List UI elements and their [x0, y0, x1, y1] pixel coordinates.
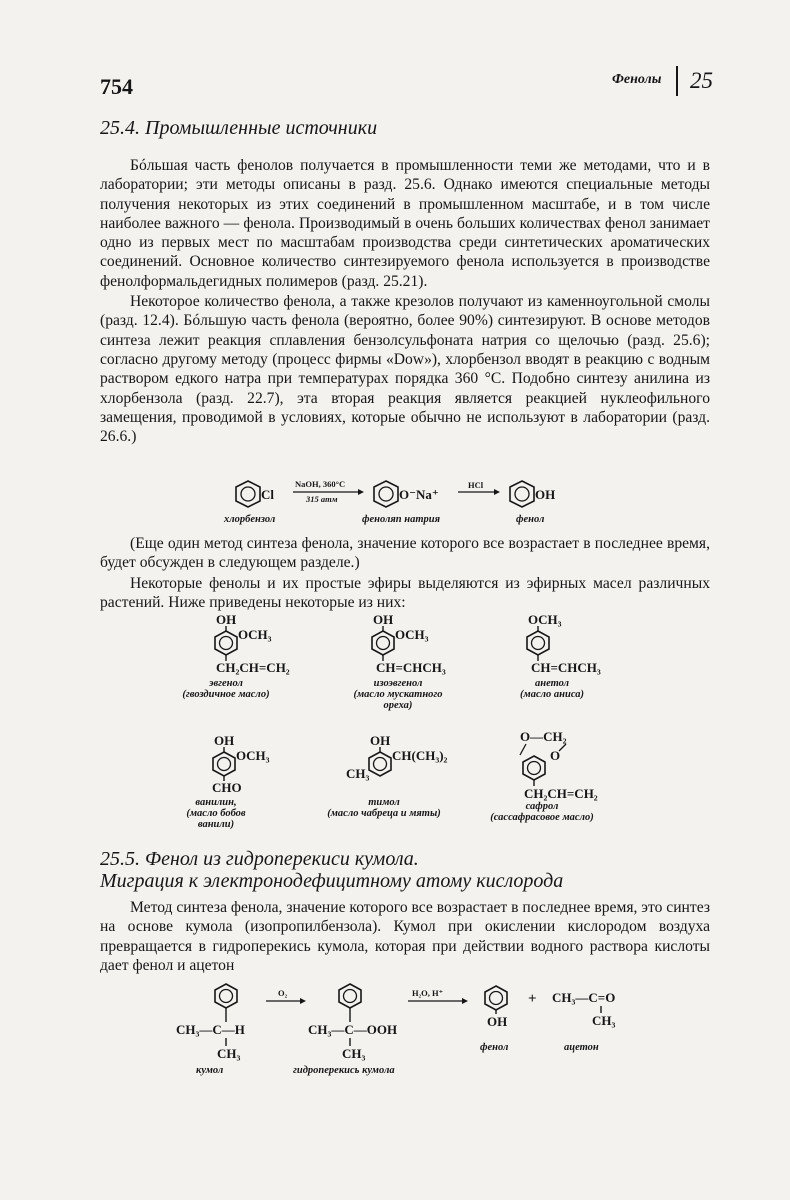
benzene-ring-phenoxide [374, 481, 398, 507]
benzene-ring-phenol [510, 481, 534, 507]
group-och3: OCH₃ [236, 748, 270, 763]
benzene-ring [215, 631, 237, 655]
arrow-head [462, 998, 468, 1004]
header-divider [676, 66, 678, 96]
compound-source: (масло мускатного [353, 689, 443, 700]
group-acetone: CH₃—C=O [552, 990, 616, 1005]
structure-phenol [480, 986, 509, 1053]
group-oh: OH [373, 612, 394, 627]
arrow-head [358, 489, 364, 495]
substituent-o-na: O⁻Na⁺ [399, 487, 439, 502]
compound-label: ацетон [564, 1042, 599, 1053]
text-block-2 [100, 534, 710, 612]
reaction-condition: HCl [468, 480, 484, 490]
structure-cumene [176, 984, 245, 1076]
reaction-scheme-chlorobenzene [220, 472, 580, 528]
compound-source: ванили) [197, 819, 235, 830]
benzene-ring [213, 752, 235, 776]
benzene-ring [339, 984, 361, 1008]
compound-source: (масло аниса) [520, 689, 584, 700]
reaction-condition: 315 атм [306, 494, 338, 504]
compound-label: фенол [480, 1042, 509, 1053]
group-ch3: CH₃ [217, 1046, 241, 1061]
paragraph: (Еще один метод синтеза фенола, значение которого все возрастает в последнее время, будет обсужден в следующем разделе.) [100, 535, 710, 572]
group-oh: OH [370, 733, 391, 748]
reaction-condition: NaOH, 360°C [295, 479, 346, 489]
section-title-25-5 [100, 848, 563, 892]
benzene-ring-chlorobenzene [236, 481, 260, 507]
group-chain: CH₃—C—OOH [308, 1022, 398, 1037]
group-och3: OCH₃ [528, 612, 562, 627]
group-side-chain: CH₂CH=CH₂ [216, 660, 290, 675]
structure-eugenol [182, 612, 289, 700]
plus-sign: + [528, 991, 537, 1007]
compound-name: эвгенол [209, 678, 243, 689]
group-ch3: CH₃ [346, 766, 370, 781]
chapter-number: 25 [690, 68, 713, 93]
compound-label: феноляп натрия [362, 514, 441, 525]
structure-anethole [520, 612, 601, 700]
benzene-ring [369, 752, 391, 776]
group-ch3: CH₃ [342, 1046, 366, 1061]
compound-source: (сассафрасовое масло) [490, 812, 594, 823]
essential-oil-structures [170, 608, 630, 838]
group-side-chain: CH=CHCH₃ [376, 660, 446, 675]
arrow-head [300, 998, 306, 1004]
benzene-ring [215, 984, 237, 1008]
substituent-cl: Cl [261, 487, 274, 502]
compound-name: анетол [534, 678, 570, 689]
reaction-scheme-cumene [160, 980, 660, 1080]
group-oh: OH [214, 733, 235, 748]
benzene-ring [527, 631, 549, 655]
paragraph: Некоторые фенолы и их простые эфиры выделяются из эфирных масел различных растений. Ниже приведены некоторые из них: [100, 574, 710, 611]
group-ch3: CH₃ [592, 1013, 616, 1028]
compound-source: (гвоздичное масло) [182, 689, 270, 700]
group-oh: OH [487, 1014, 508, 1029]
compound-label: хлорбензол [224, 514, 276, 525]
compound-name: изоэвгенол [373, 678, 423, 689]
group-oh: OH [216, 612, 237, 627]
reaction-condition: H₂O, H⁺ [412, 988, 444, 998]
benzene-ring [372, 631, 394, 655]
section-title-25-4: 25.4. Промышленные источники [100, 117, 378, 139]
group-side-chain: CH₂CH=CH₂ [524, 786, 598, 801]
paragraph: Метод синтеза фенола, значение которого все возрастает в последнее время, это синтез на основе кумола (изопропилбензола). Кумол при окислении кислородом воздуха превращается в гидроперекись кумола, которая при действии водного раствора кислоты дает фенол и ацетон [100, 899, 710, 974]
compound-label: кумол [196, 1065, 224, 1076]
text-block-3 [100, 898, 710, 975]
group-isopropyl: CH(CH₃)₂ [392, 748, 448, 763]
structure-vanillin [186, 733, 269, 830]
group-methylenedioxy: O—CH₂ [520, 729, 567, 744]
group-och3: OCH₃ [395, 627, 429, 642]
compound-label: гидроперекись кумола [293, 1065, 395, 1076]
group-cho: CHO [212, 780, 242, 795]
compound-name: ванилин, [195, 797, 237, 808]
compound-source: ореха) [383, 700, 413, 711]
compound-label: фенол [516, 514, 545, 525]
running-title: Фенолы [612, 72, 662, 87]
reaction-condition: O₂ [278, 988, 288, 998]
benzene-ring [485, 986, 507, 1010]
section-title-line: 25.5. Фенол из гидроперекиси кумола. [100, 848, 419, 870]
group-o: O [550, 748, 561, 763]
compound-source: (масло бобов [186, 808, 246, 819]
benzene-ring [523, 756, 545, 780]
compound-name: тимол [368, 797, 400, 808]
structure-safrole [490, 729, 598, 823]
page-number: 754 [100, 74, 133, 99]
arrow-head [494, 489, 500, 495]
compound-name: сафрол [525, 801, 559, 812]
section-title-line: Миграция к электронодефицитному атому кислорода [100, 870, 564, 892]
group-side-chain: CH=CHCH₃ [531, 660, 601, 675]
structure-cumene-hydroperoxide [293, 984, 397, 1076]
compound-source: (масло чабреца и мяты) [327, 808, 441, 819]
text-block-1 [100, 156, 710, 446]
structure-acetone [552, 990, 616, 1053]
structure-thymol [327, 733, 447, 819]
substituent-oh: OH [535, 487, 556, 502]
structure-isoeugenol [353, 612, 445, 711]
group-chain: CH₃—C—H [176, 1022, 245, 1037]
paragraph: Некоторое количество фенола, а также крезолов получают из каменноугольной смолы (разд. 12.4). Бóльшую часть фенола (вероятно, более 90%) синтезируют. В основе методов синтеза лежит реакция сплавления бензолсульфоната натрия со щелочью (разд. 25.6); согласно другому методу (процесс фирмы «Dow»), хлорбензол вводят в реакцию с водным раствором едкого натра при температурах порядка 360 °C. Подобно синтезу анилина из хлорбензола (разд. 22.7), эта вторая реакция является реакцией нуклеофильного замещения, проводимой в условиях, которые обычно не используют в лаборатории (разд. 26.6.) [100, 293, 710, 446]
paragraph: Бóльшая часть фенолов получается в промышленности теми же методами, что и в лаборатории; эти методы описаны в разд. 25.6. Однако имеются специальные методы получения некоторых из этих соединений в промышленном масштабе, и в том числе наиболее важного — фенола. Производимый в очень больших количествах фенол занимает одно из первых мест по масштабам производства среди синтетических ароматических соединений. Основное количество синтезируемого фенола используется в производстве фенолформальдегидных полимеров (разд. 25.21). [100, 157, 710, 290]
group-och3: OCH₃ [238, 627, 272, 642]
